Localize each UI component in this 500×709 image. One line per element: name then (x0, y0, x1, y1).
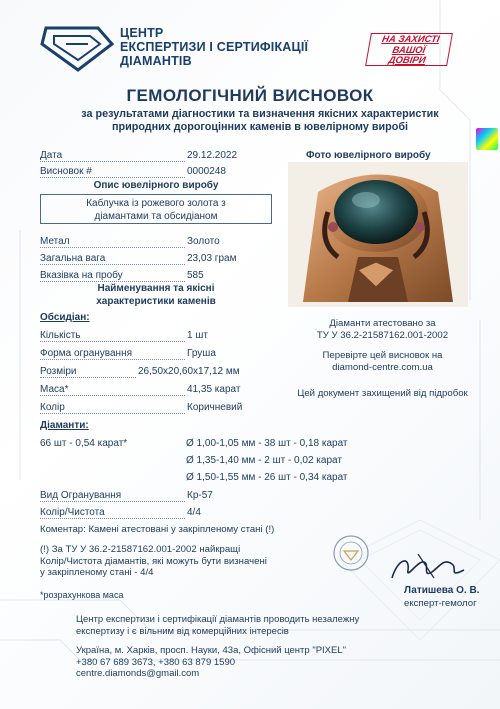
calculated-mass-footnote: *розрахункова маса (40, 590, 124, 600)
obsidian-count-label: Кількість (40, 330, 185, 342)
obsidian-color-label: Колір (40, 402, 185, 414)
footer-address: Україна, м. Харків, просп. Науки, 43а, Офісний центр "PIXEL" (76, 645, 347, 656)
official-seal-icon (332, 534, 370, 572)
footer-line1: Центр експертизи і сертифікації діамантів проводить незалежну (76, 614, 360, 625)
document-subtitle (40, 108, 480, 134)
diamond-group-3: Ø 1,50-1,55 мм - 26 шт - 0,34 карат (186, 472, 348, 483)
obsidian-mass-label: Маса* (40, 384, 185, 396)
org-name-line1: ЦЕНТР (120, 26, 164, 40)
diamond-logo-icon (40, 26, 116, 72)
stamp-line2: ВАШОЇ (391, 44, 427, 56)
footer-email[interactable]: centre.diamonds@gmail.com (76, 668, 200, 679)
signature-icon (388, 548, 468, 588)
comment: Коментар: Камені атестовані у закріпленому стані (!) (40, 524, 275, 535)
obsidian-section-title: Обсидіан: (40, 312, 90, 323)
diamond-group-2: Ø 1,35-1,40 мм - 2 шт - 0,02 карат (186, 455, 342, 466)
diamond-cut-type-value: Кр-57 (187, 490, 213, 501)
obsidian-size-label: Розміри (40, 366, 136, 378)
obsidian-cut-label: Форма огранування (40, 348, 185, 360)
org-name (120, 26, 308, 68)
org-name-line3: ДІАМАНТІВ (120, 54, 192, 68)
certified-line2: ТУ У 36.2-21587162.001-2002 (316, 330, 449, 341)
diamond-group-1: Ø 1,00-1,05 мм - 38 шт - 0,18 карат (186, 438, 348, 449)
clarity-note (40, 544, 300, 579)
protection-note: Цей документ захищений від підробок (297, 388, 468, 399)
ring-image-icon (288, 162, 468, 307)
weight-label: Загальна вага (40, 253, 185, 265)
obsidian-mass-value: 41,35 карат (187, 384, 241, 395)
number-label: Висновок # (40, 166, 185, 178)
verification-info (280, 350, 485, 374)
diamond-cut-type-label: Вид Огранування (40, 490, 185, 502)
obsidian-size-value: 26,50х20,60х17,12 мм (138, 366, 240, 377)
diamond-color-clarity-label: Колір/Чистота (40, 507, 185, 519)
footer-phones: +380 67 689 3673, +380 63 879 1590 (76, 656, 236, 668)
certified-line1: Діаманти атестовано за (329, 318, 436, 329)
certification-info (280, 318, 485, 342)
number-value: 0000248 (187, 166, 226, 177)
item-description-box (40, 194, 272, 224)
stones-heading-line1: Найменування та якісні (97, 283, 215, 294)
verify-line1: Перевірте цей висновок на (322, 350, 443, 361)
subtitle-line1: за результатами діагностики та визначення якісних характеристик (81, 108, 439, 120)
item-description-heading: Опис ювелірного виробу (93, 180, 219, 191)
footer-line2: експертизу і є вільним від комерційних інтересів (76, 625, 289, 637)
date-label: Дата (40, 150, 185, 162)
weight-value: 23,03 грам (187, 253, 237, 264)
diamond-color-clarity-value: 4/4 (187, 507, 201, 518)
assay-value: 585 (187, 270, 204, 281)
note-line3: у закріпленому стані - 4/4 (40, 567, 154, 578)
obsidian-count-value: 1 шт (187, 330, 208, 341)
note-line1: (!) За ТУ У 36.2-21587162.001-2002 найкращі (40, 544, 241, 555)
verify-link[interactable]: diamond-centre.com.ua (332, 362, 433, 373)
footer-contacts (76, 645, 406, 680)
ring-photo (288, 162, 468, 307)
stones-heading-line2: характеристики каменів (96, 295, 216, 307)
photo-title: Фото ювелірного виробу (306, 150, 431, 161)
slogan-stamp (365, 33, 453, 66)
metal-value: Золото (187, 236, 220, 247)
obsidian-color-value: Коричневий (187, 402, 243, 413)
desc-line2: діамантами та обсидіаном (94, 211, 218, 222)
footer-statement (76, 614, 406, 637)
stamp-line1: НА ЗАХИСТІ (381, 34, 441, 45)
signer-name: Латишева О. В. (404, 585, 480, 596)
assay-label: Вказівка на пробу (40, 270, 185, 282)
obsidian-cut-value: Груша (187, 348, 216, 359)
desc-line1: Каблучка із рожевого золота з (86, 198, 226, 209)
diamonds-section-title: Діаманти: (40, 420, 89, 431)
stones-heading (40, 283, 272, 308)
org-name-line2: ЕКСПЕРТИЗИ І СЕРТИФІКАЦІЇ (120, 40, 309, 54)
date-value: 29.12.2022 (187, 150, 238, 161)
document-title: ГЕМОЛОГІЧНИЙ ВИСНОВОК (126, 86, 374, 105)
stamp-line3: ДОВІРИ (387, 55, 427, 66)
note-line2: Колір/Чистота діамантів, які можуть бути визначені (40, 555, 267, 567)
diamonds-total-label: 66 шт - 0,54 карат* (40, 438, 128, 449)
subtitle-line2: природних дорогоцінних каменів в ювелірному виробі (111, 121, 409, 133)
metal-label: Метал (40, 236, 185, 248)
signer-role: експерт-гемолог (404, 598, 477, 609)
